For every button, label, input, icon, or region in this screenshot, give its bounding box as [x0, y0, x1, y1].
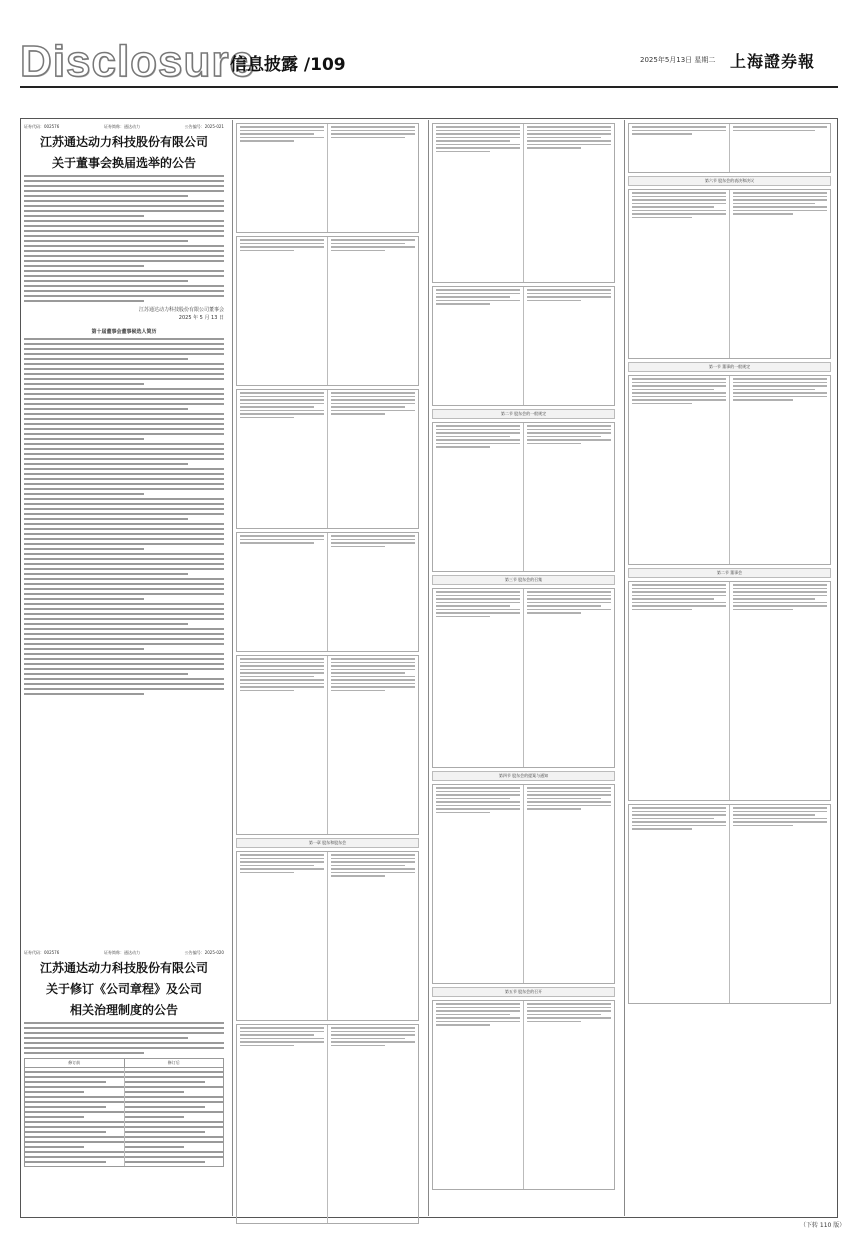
masthead-divider	[20, 86, 838, 88]
notice-title: 关于董事会换届选举的公告	[51, 156, 196, 170]
attachment-heading: 第十届董事会董事候选人简历	[91, 329, 157, 335]
page-section-title: 信息披露 /109	[230, 55, 346, 75]
notice-articles-amendment	[24, 950, 224, 1167]
amendment-table	[24, 1058, 224, 1167]
company-name-2: 江苏通达动力科技股份有限公司	[39, 961, 208, 975]
signature-block	[24, 306, 224, 322]
col-after: 修订后	[167, 1060, 180, 1065]
column-3	[428, 120, 618, 1216]
section-band: 第一章 股东和股东会	[236, 838, 419, 848]
section-band: 第二节 董事会	[628, 568, 831, 578]
issue-date: 2025年5月13日 星期二	[640, 56, 716, 64]
column-4	[624, 120, 834, 1216]
column-2	[232, 120, 422, 1216]
signer: 江苏通达动力科技股份有限公司董事会	[138, 307, 224, 313]
masthead	[0, 0, 857, 90]
notice-meta	[24, 124, 224, 130]
continued-note: （下转 110 版）	[800, 1222, 846, 1229]
newspaper-logo: 上海證券報	[730, 52, 816, 71]
col-before: 修订前	[25, 1059, 125, 1067]
stock-code-2: 证券代码：002576	[24, 950, 60, 955]
sign-date: 2025 年 5 月 13 日	[178, 315, 224, 321]
candidate-resumes	[24, 338, 224, 695]
notice-meta-2	[24, 950, 224, 956]
section-band: 第二节 股东会的一般规定	[432, 409, 615, 419]
notice-title-2b: 相关治理制度的公告	[69, 1003, 178, 1017]
section-band: 第五节 股东会的召开	[432, 987, 615, 997]
section-band: 第四节 股东会的提案与通知	[432, 771, 615, 781]
notice-title-2a: 关于修订《公司章程》及公司	[45, 982, 202, 996]
stock-name: 证券简称：通达动力	[104, 124, 140, 129]
notice-number-2: 公告编号：2025-020	[184, 950, 224, 955]
stock-name-2: 证券简称：通达动力	[104, 950, 140, 955]
section-band: 第六节 股东会的表决和决议	[628, 176, 831, 186]
company-name: 江苏通达动力科技股份有限公司	[39, 135, 208, 149]
section-brand-word: Disclosure	[20, 37, 255, 86]
notice-body	[24, 175, 224, 302]
notice-board-election	[24, 124, 224, 698]
section-band: 第三节 股东会的召集	[432, 575, 615, 585]
section-band: 第一节 董事的一般规定	[628, 362, 831, 372]
notice-number: 公告编号：2025-021	[184, 124, 224, 129]
stock-code: 证券代码：002576	[24, 124, 60, 129]
